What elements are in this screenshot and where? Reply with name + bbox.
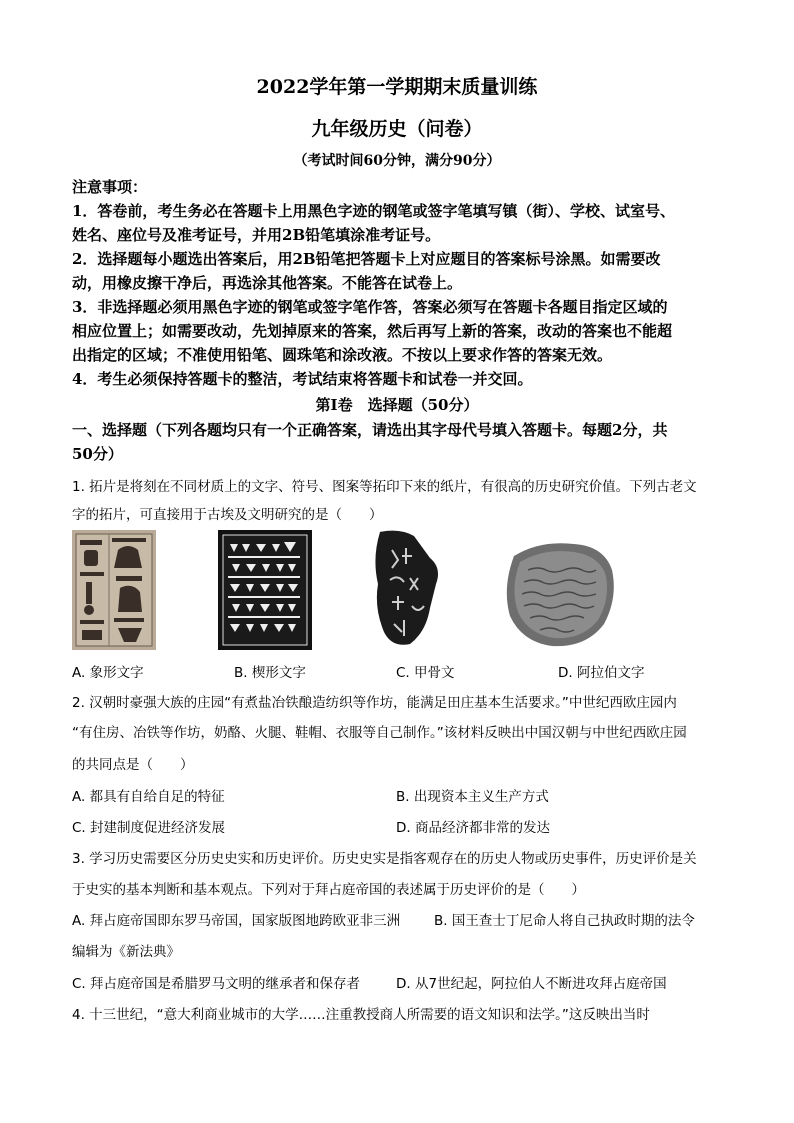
question-2-option-b: B. 出现资本主义生产方式 xyxy=(396,789,549,805)
section-instruction: 一、选择题（下列各题均只有一个正确答案，请选出其字母代号填入答题卡。每题2分，共 xyxy=(72,421,668,439)
question-1-option-d: D. 阿拉伯文字 xyxy=(558,665,645,681)
arabic-script-rubbing-image xyxy=(500,536,618,650)
question-3-option-a: A. 拜占庭帝国即东罗马帝国，国家版图地跨欧亚非三洲 xyxy=(72,913,401,929)
question-4-text: 4. 十三世纪，“意大利商业城市的大学……注重教授商人所需要的语文知识和法学。”这反映出当时 xyxy=(72,1007,650,1023)
section-title: 第Ⅰ卷 选择题（50分） xyxy=(315,396,479,414)
question-3-option-c: C. 拜占庭帝国是希腊罗马文明的继承者和保存者 xyxy=(72,976,361,992)
notice-line: 4．考生必须保持答题卡的整洁，考试结束将答题卡和试卷一并交回。 xyxy=(72,370,533,388)
notice-line: 相应位置上；如需要改动，先划掉原来的答案，然后再写上新的答案，改动的答案也不能超 xyxy=(72,322,673,340)
question-2-text: 的共同点是（ ） xyxy=(72,757,194,773)
cuneiform-rubbing-image xyxy=(218,530,312,650)
notice-line: 出指定的区域；不准使用铅笔、圆珠笔和涂改液。不按以上要求作答的答案无效。 xyxy=(72,346,613,364)
notice-line: 动，用橡皮擦干净后，再选涂其他答案。不能答在试卷上。 xyxy=(72,274,463,292)
question-3-option-b: B. 国王查士丁尼命人将自己执政时期的法令 xyxy=(434,913,695,929)
question-2-text: 2. 汉朝时豪强大族的庄园“有煮盐冶铁酿造纺织等作坊，能满足田庄基本生活要求。”中世纪西欧庄园内 xyxy=(72,695,677,711)
question-2-option-c: C. 封建制度促进经济发展 xyxy=(72,820,226,836)
question-1-option-c: C. 甲骨文 xyxy=(396,665,455,681)
question-3-text: 3. 学习历史需要区分历史史实和历史评价。历史史实是指客观存在的历史人物或历史事件，历史评价是关 xyxy=(72,851,697,867)
notice-line: 姓名、座位号及准考证号，并用2B铅笔填涂准考证号。 xyxy=(72,226,441,244)
section-instruction: 50分） xyxy=(72,445,123,463)
page-title: 2022学年第一学期期末质量训练 xyxy=(256,76,538,98)
question-3-option-d: D. 从7世纪起，阿拉伯人不断进攻拜占庭帝国 xyxy=(396,976,667,992)
notice-line: 3．非选择题必须用黑色字迹的钢笔或签字笔作答，答案必须写在答题卡各题目指定区域的 xyxy=(72,298,668,316)
question-2-text: “有住房、冶铁等作坊，奶酪、火腿、鞋帽、衣服等自己制作。”该材料反映出中国汉朝与中世纪西欧庄园 xyxy=(72,725,687,741)
question-2-option-a: A. 都具有自给自足的特征 xyxy=(72,789,225,805)
notice-line: 1．答卷前，考生务必在答题卡上用黑色字迹的钢笔或签字笔填写镇（街）、学校、试室号、 xyxy=(72,202,675,220)
question-1-text: 字的拓片，可直接用于古埃及文明研究的是（ ） xyxy=(72,507,383,523)
question-1-option-a: A. 象形文字 xyxy=(72,665,144,681)
question-3-option-b-continued: 编辑为《新法典》 xyxy=(72,944,180,960)
question-1-option-b: B. 楔形文字 xyxy=(234,665,306,681)
question-1-text: 1. 拓片是将刻在不同材质上的文字、符号、图案等拓印下来的纸片，有很高的历史研究价值。下列古老文 xyxy=(72,479,697,495)
notice-heading: 注意事项： xyxy=(72,178,148,196)
hieroglyph-rubbing-image xyxy=(72,530,156,650)
exam-info: （考试时间60分钟，满分90分） xyxy=(293,153,501,169)
question-3-text: 于史实的基本判断和基本观点。下列对于拜占庭帝国的表述属于历史评价的是（ ） xyxy=(72,882,585,898)
page-subtitle: 九年级历史（问卷） xyxy=(311,118,483,140)
question-2-option-d: D. 商品经济都非常的发达 xyxy=(396,820,550,836)
notice-line: 2．选择题每小题选出答案后，用2B铅笔把答题卡上对应题目的答案标号涂黑。如需要改 xyxy=(72,250,661,268)
oracle-bone-rubbing-image xyxy=(370,528,446,648)
